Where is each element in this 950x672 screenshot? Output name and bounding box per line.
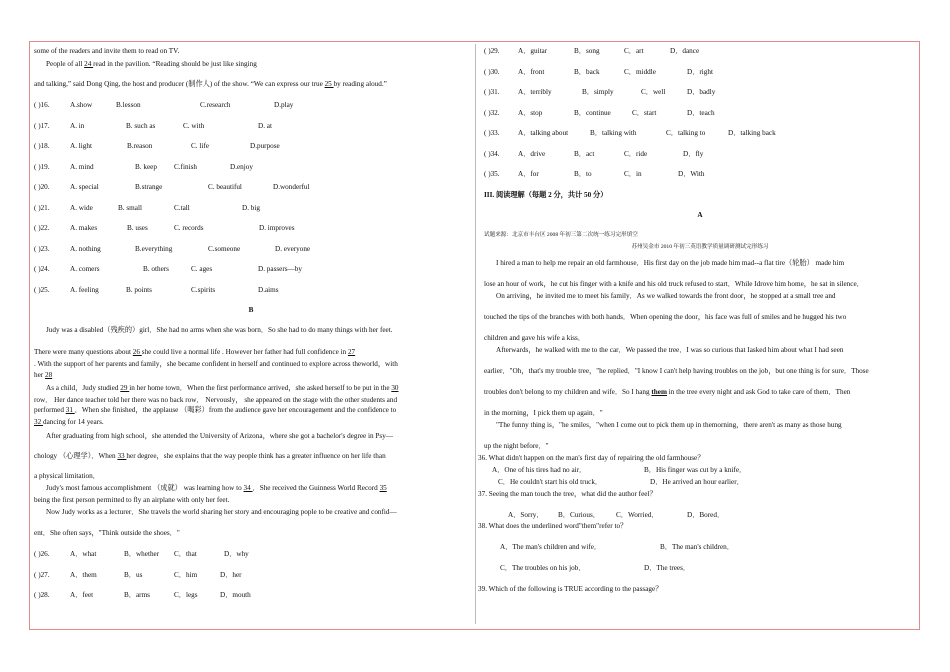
text-line: her 28 bbox=[34, 370, 53, 379]
text-line: 32 dancing for 14 years. bbox=[34, 418, 104, 426]
text-line: . With the support of her parents and family，she became confident in herself and continued to explore across theworld，with bbox=[34, 360, 398, 368]
text-line: troubles don't belong to my children and wife．So I hang them in the tree every night and ask God to take care of them．Then bbox=[484, 387, 851, 396]
question-row: ( )24. A. comers B. others C. ages D. passers—by bbox=[34, 265, 302, 273]
question-row: ( )22. A. makes B. uses C. records D. improves bbox=[34, 224, 295, 232]
text-line: a physical limitation． bbox=[34, 472, 100, 480]
answer-row: C．He couldn't start his old truck． D．He arrived an hour earlier． bbox=[498, 477, 744, 486]
section-heading-b: B bbox=[248, 306, 254, 314]
text-line: and talking,” said Dong Qing, the host and producer (制作人) of the show. “We can express our true 25 by reading aloud.” bbox=[34, 80, 387, 88]
right-column bbox=[478, 47, 916, 597]
underlined-word: them bbox=[651, 387, 667, 396]
text-line: I hired a man to help me repair an old farmhouse．His first day on the job made him mad--a flat tire（轮胎） made him bbox=[496, 258, 845, 267]
source-note: 试题来源：北京市丰台区 2008 年初三第二次统一练习完形填空 bbox=[484, 231, 638, 238]
text-line: Now Judy works as a lecturer．She travels the world sharing her story and encouraging pople to be creative and confid— bbox=[46, 508, 397, 516]
question-row: ( )27. A．them B．us C．him D．her bbox=[34, 570, 242, 579]
text-line: children and gave his wife a kiss． bbox=[484, 333, 585, 342]
question-stem: 39. Which of the following is TRUE according to the passage？ bbox=[478, 584, 663, 593]
text-line: Judy was a disabled（残疾的）girl．She had no arms when she was born．So she had to do many things with her feet. bbox=[46, 326, 393, 334]
question-row: ( )26. A．what B．whether C．that D．why bbox=[34, 550, 249, 558]
text-line: touched the tips of the branches with both hands．When opening the door，his face was full of smiles and he hugged his two bbox=[484, 312, 847, 321]
question-row: ( )32. A．stop B．continue C．start D．teach bbox=[484, 108, 715, 117]
answer-row: A．One of his tires had no air． B．His finger was cut by a knife． bbox=[492, 465, 747, 474]
answer-row: A．Sorry． B．Curious． C．Worried． D．Bored． bbox=[508, 510, 725, 519]
question-row: ( )29. A．guitar B．song C．art D．dance bbox=[484, 47, 700, 55]
question-row: ( )35. A．for B．to C．in D．With bbox=[484, 170, 705, 178]
source-note: 苏州吴金市 2010 年初三英语教学质量调研测试完形练习 bbox=[631, 243, 769, 250]
question-row: ( )16. A.show B.lesson C.research D.play bbox=[34, 101, 294, 109]
text-line: People of all 24 read in the pavilion. “Reading should be just like singing bbox=[46, 60, 257, 68]
question-stem: 38. What does the underlined word"them"refer to？ bbox=[478, 521, 628, 530]
section-heading-iii: III. 阅读理解（每题 2 分，共计 50 分） bbox=[484, 190, 608, 199]
text-line: "The funny thing is，"he smiles，"when I come out to pick them up in themorning，there aren't as many as those hung bbox=[496, 420, 842, 429]
question-row: ( )21. A. wide B. small C.tall D. big bbox=[34, 203, 260, 212]
question-stem: 37. Seeing the man touch the tree，what did the author feel？ bbox=[478, 489, 657, 498]
question-row: ( )20. A. special B.strange C. beautiful D.wonderful bbox=[34, 183, 310, 191]
text-line: There were many questions about 26 she could live a normal life . However her father had full confidence in 27 bbox=[34, 348, 356, 356]
text-line: Judy's most famous accomplishment （成就） was learning how to 34 ．She received the Guinness World Record 35 bbox=[46, 484, 387, 492]
question-row: ( )19. A. mind B. keep C.finish D.enjoy bbox=[34, 162, 253, 171]
text-line: row． Her dance teacher told her there was no back row． Nervously， she appeared on the stage with the other students and bbox=[34, 395, 398, 404]
question-row: ( )34. A．drive B．act C．ride D．fly bbox=[484, 149, 704, 158]
question-row: ( )33. A．talking about B．talking with C．talking to D．talking back bbox=[484, 129, 776, 137]
column-divider bbox=[475, 44, 476, 624]
text-line: Afterwards，he walked with me to the car．We passed the tree．I was so curious that Iasked him about what I had seen bbox=[496, 345, 844, 354]
question-row: ( )17. A. in B. such as C. with D. at bbox=[34, 121, 272, 130]
text-line: chology （心理学）．When 33 her degree，she explains that the way people think has a greater influence on her life than bbox=[34, 452, 386, 460]
text-line: some of the readers and invite them to read on TV. bbox=[34, 47, 180, 55]
question-row: ( )25. A. feeling B. points C.spirits D.aims bbox=[34, 285, 279, 294]
question-row: ( )31. A．terribly B．simply C．well D．badly bbox=[484, 88, 716, 96]
left-column bbox=[34, 47, 468, 612]
text-line: After graduating from high school，she attended the University of Arizona，where she got a bachelor's degree in Psy— bbox=[46, 432, 393, 440]
text-line: up the night before．" bbox=[484, 441, 549, 450]
question-row: ( )28. A．feet B．arms C．legs D．mouth bbox=[34, 591, 251, 599]
answer-row: A．The man's children and wife． B．The man's children． bbox=[500, 542, 734, 551]
text-line: in the morning，I pick them up again．" bbox=[484, 408, 603, 417]
question-row: ( )18. A. light B.reason C. life D.purpose bbox=[34, 142, 280, 150]
passage-heading-a: A bbox=[697, 210, 703, 219]
question-stem: 36. What didn't happen on the man's first day of repairing the old farmhouse？ bbox=[478, 453, 705, 462]
text-line: earlier．"Oh，that's my trouble tree，"he replied．"I know I can't help having troubles on the job，but one thing is for sure．Those bbox=[484, 366, 869, 375]
answer-row: C．The troubles on his job． D．The trees． bbox=[500, 563, 691, 572]
question-row: ( )23. A. nothing B.everything C.someone D. everyone bbox=[34, 244, 311, 253]
text-line: performed 31 ．When she finished，the applause （喝彩）from the audience gave her encouragement and the confidence to bbox=[34, 406, 397, 414]
text-line: lose an hour of work，he cut his finger with a knife and his old truck refused to start．While Idrove him home，he sat in silence． bbox=[484, 279, 864, 288]
text-line: being the first person permitted to fly an airplane with only her feet. bbox=[34, 496, 230, 504]
text-line: ent．She often says，"Think outside the shoes．" bbox=[34, 529, 180, 537]
text-line: On arriving，he invited me to meet his family．As we walked towards the front door，he stopped at a small tree and bbox=[496, 291, 836, 300]
question-row: ( )30. A．front B．back C．middle D．right bbox=[484, 67, 713, 76]
text-line: As a child，Judy studied 29 in her home town．When the first performance arrived，she asked herself to be put in the 30 bbox=[46, 383, 399, 392]
